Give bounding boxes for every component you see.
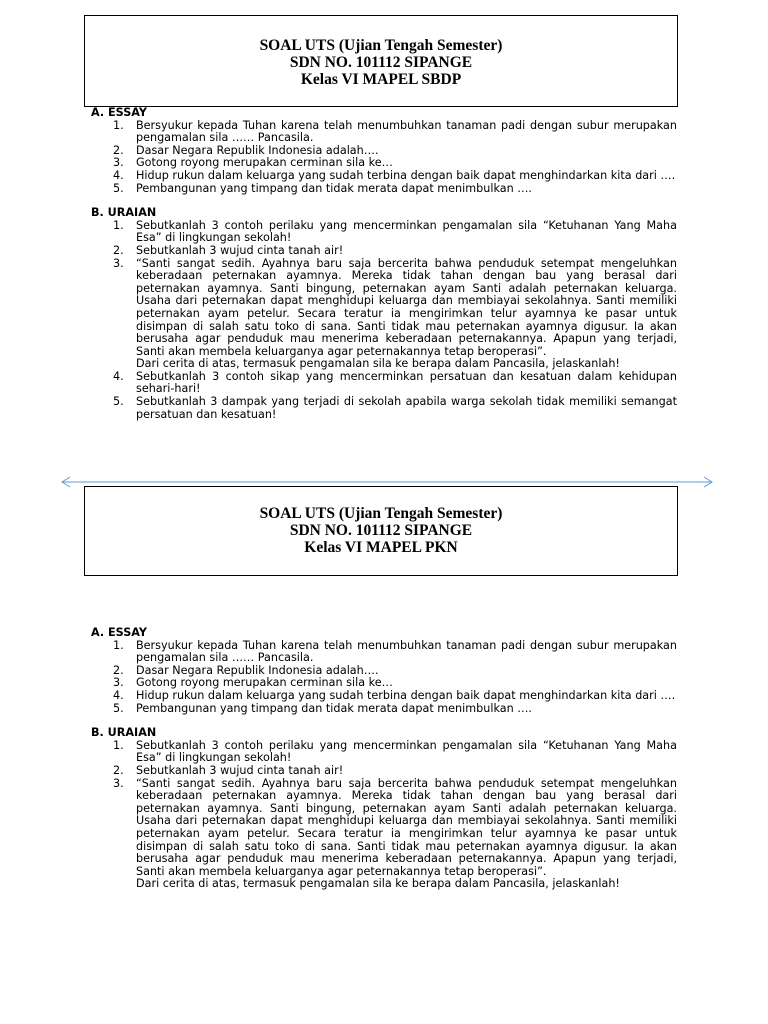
essay-list: [91, 120, 677, 196]
essay-list: [91, 640, 677, 716]
item-number: 1.: [113, 638, 124, 652]
item-number: 3.: [113, 256, 124, 270]
item-text: Pembangunan yang timpang dan tidak merata dapat menimbulkan ….: [136, 701, 532, 715]
uraian-item: [91, 778, 677, 891]
uraian-item: [91, 396, 677, 421]
item-text: Dasar Negara Republik Indonesia adalah….: [136, 663, 379, 677]
item-number: 3.: [113, 776, 124, 790]
class-subject: Kelas VI MAPEL PKN: [304, 539, 458, 556]
exam-body-pkn: [91, 627, 677, 891]
essay-item: [91, 640, 677, 665]
exam-header-sbdp: [84, 15, 678, 107]
essay-section-title: A. ESSAY: [91, 106, 147, 119]
item-text: Sebutkanlah 3 dampak yang terjadi di sekolah apabila warga sekolah tidak memiliki semangat persatuan dan kesatuan!: [136, 395, 677, 421]
item-text: Sebutkanlah 3 wujud cinta tanah air!: [136, 243, 344, 257]
exam-body-sbdp: [91, 107, 677, 421]
item-number: 5.: [113, 701, 124, 715]
item-text: Sebutkanlah 3 contoh perilaku yang mencerminkan pengamalan sila “Ketuhanan Yang Maha Esa” di lingkungan sekolah!: [136, 218, 677, 245]
uraian-item: [91, 258, 677, 371]
item-text: Bersyukur kepada Tuhan karena telah menumbuhkan tanaman padi dengan subur merupakan pengamalan sila …… Pancasila.: [136, 118, 677, 145]
uraian-item: [91, 740, 677, 765]
item-number: 2.: [113, 663, 124, 677]
school-name: SDN NO. 101112 SIPANGE: [289, 54, 473, 71]
item-text: “Santi sangat sedih. Ayahnya baru saja bercerita bahwa penduduk setempat mengeluhkan keberadaan peternakan ayamnya. Mereka tidak tahan dengan bau yang berasal dari peternakan ayamnya. Santi bingung, peternakan ayam Santi adalah peternakan keluarga. Usaha dari peternakan dapat menghidupi keluarga dan membiayai sekolahnya. Santi memiliki peternakan ayam petelur. Secara teratur ia mengirimkan telur ayamnya ke pasar untuk disimpan di salah satu toko di sana. Santi tidak mau peternakan ayamnya digusur. Ia akan berusaha agar penduduk mau menerima keberadaan peternakannya. Apapun yang terjadi, Santi akan membela keluarganya agar peternakannya tetap beroperasi”.: [136, 256, 677, 358]
item-number: 2.: [113, 763, 124, 777]
item-text: Dasar Negara Republik Indonesia adalah….: [136, 143, 379, 157]
essay-section-title: A. ESSAY: [91, 626, 147, 639]
item-text: Sebutkanlah 3 contoh perilaku yang mencerminkan pengamalan sila “Ketuhanan Yang Maha Esa” di lingkungan sekolah!: [136, 738, 677, 765]
item-text: “Santi sangat sedih. Ayahnya baru saja bercerita bahwa penduduk setempat mengeluhkan keberadaan peternakan ayamnya. Mereka tidak tahan dengan bau yang berasal dari peternakan ayamnya. Santi bingung, peternakan ayam Santi adalah peternakan keluarga. Usaha dari peternakan dapat menghidupi keluarga dan membiayai sekolahnya. Santi memiliki peternakan ayam petelur. Secara teratur ia mengirimkan telur ayamnya ke pasar untuk disimpan di salah satu toko di sana. Santi tidak mau peternakan ayamnya digusur. Ia akan berusaha agar penduduk mau menerima keberadaan peternakannya. Apapun yang terjadi, Santi akan membela keluarganya agar peternakannya tetap beroperasi”.: [136, 776, 677, 878]
item-number: 5.: [113, 181, 124, 195]
class-subject: Kelas VI MAPEL SBDP: [300, 71, 462, 88]
item-question: Dari cerita di atas, termasuk pengamalan sila ke berapa dalam Pancasila, jelaskanlah!: [136, 877, 620, 891]
item-text: Gotong royong merupakan cerminan sila ke…: [136, 156, 393, 170]
item-text: Sebutkanlah 3 wujud cinta tanah air!: [136, 763, 344, 777]
item-number: 5.: [113, 395, 124, 409]
item-text: Bersyukur kepada Tuhan karena telah menumbuhkan tanaman padi dengan subur merupakan pengamalan sila …… Pancasila.: [136, 638, 677, 665]
uraian-item: [91, 220, 677, 245]
item-text: Hidup rukun dalam keluarga yang sudah terbina dengan baik dapat menghindarkan kita dari ….: [136, 688, 676, 702]
item-text: Sebutkanlah 3 contoh sikap yang mencerminkan persatuan dan kesatuan dalam kehidupan sehari-hari!: [136, 369, 677, 396]
item-number: 1.: [113, 738, 124, 752]
exam-header-pkn: [84, 486, 678, 576]
item-number: 4.: [113, 688, 124, 702]
uraian-section-title: B. URAIAN: [91, 206, 157, 220]
school-name: SDN NO. 101112 SIPANGE: [289, 522, 473, 539]
uraian-item: [91, 371, 677, 396]
item-number: 1.: [113, 118, 124, 132]
item-text: Pembangunan yang timpang dan tidak merata dapat menimbulkan ….: [136, 181, 532, 195]
item-number: 2.: [113, 243, 124, 257]
item-text: Hidup rukun dalam keluarga yang sudah terbina dengan baik dapat menghindarkan kita dari ….: [136, 168, 676, 182]
item-number: 3.: [113, 156, 124, 170]
essay-item: [91, 703, 677, 716]
item-number: 4.: [113, 369, 124, 383]
uraian-section-title: B. URAIAN: [91, 726, 157, 740]
uraian-list: [91, 740, 677, 891]
uraian-list: [91, 220, 677, 422]
item-number: 3.: [113, 676, 124, 690]
item-number: 1.: [113, 218, 124, 232]
exam-title: SOAL UTS (Ujian Tengah Semester): [259, 37, 503, 54]
item-question: Dari cerita di atas, termasuk pengamalan sila ke berapa dalam Pancasila, jelaskanlah!: [136, 357, 620, 371]
essay-item: [91, 183, 677, 196]
item-number: 2.: [113, 143, 124, 157]
exam-title: SOAL UTS (Ujian Tengah Semester): [259, 505, 503, 522]
essay-item: [91, 120, 677, 145]
item-number: 4.: [113, 168, 124, 182]
item-text: Gotong royong merupakan cerminan sila ke…: [136, 676, 393, 690]
